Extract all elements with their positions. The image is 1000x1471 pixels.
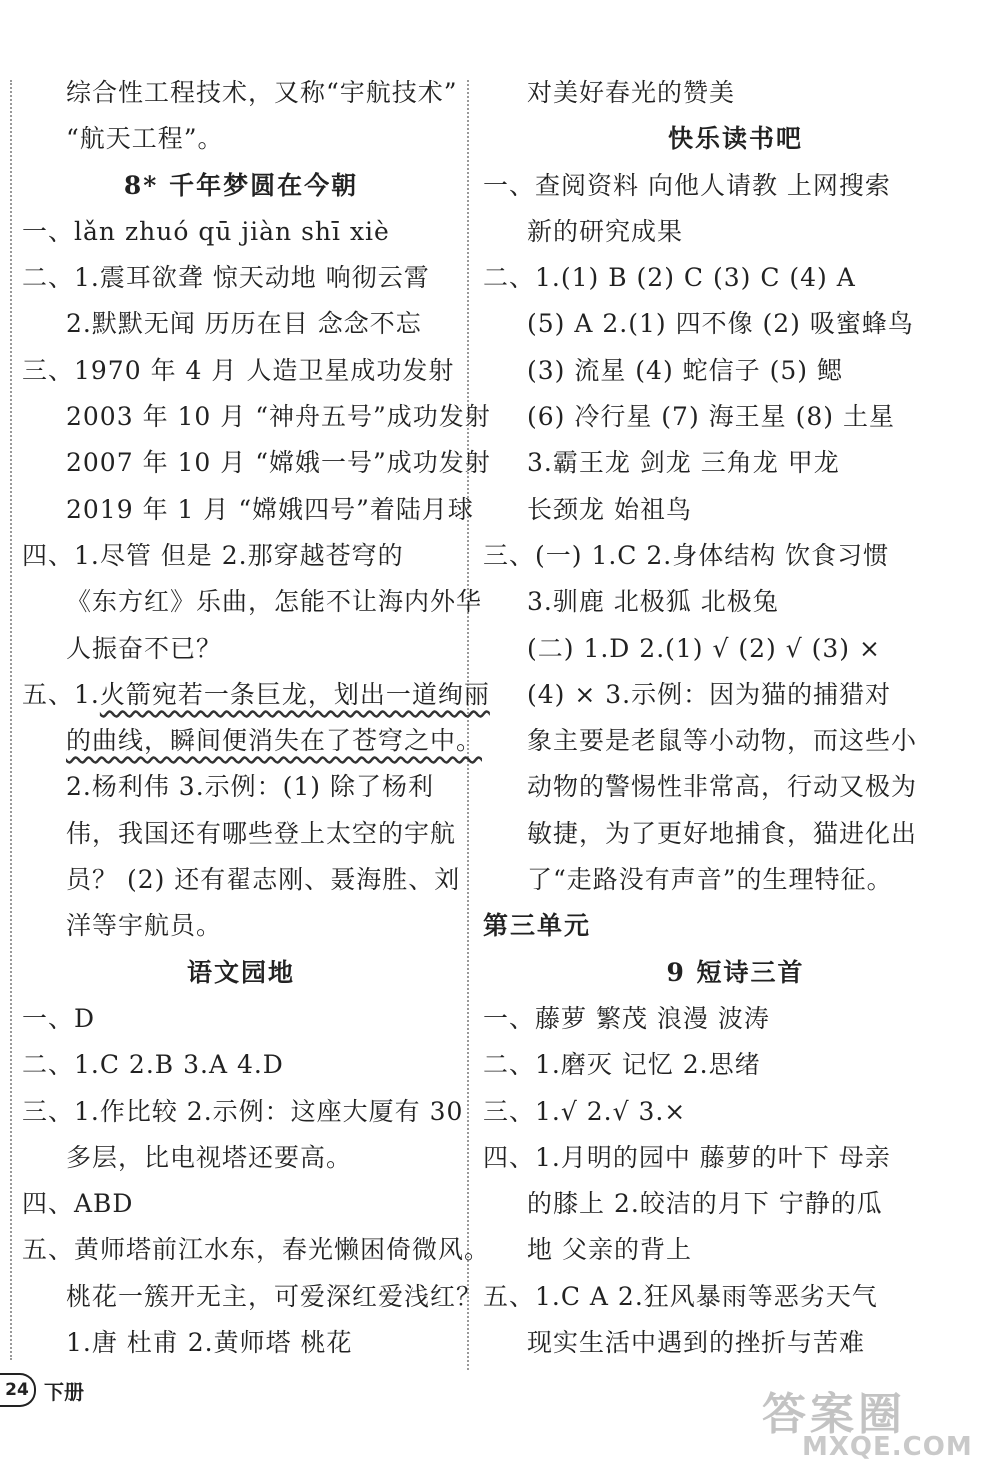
answer-line: 二、1.磨灭 记忆 2.思绪 — [483, 1050, 761, 1080]
answer-line: 伟，我国还有哪些登上太空的宇航 — [66, 818, 457, 848]
answer-line: 《东方红》乐曲，怎能不让海内外华 — [66, 587, 483, 617]
answer-line: (6) 冷行星 (7) 海王星 (8) 土星 — [527, 402, 895, 432]
underlined-answer-text: 的曲线，瞬间便消失在了苍穹之中。 — [66, 726, 483, 756]
answer-text: 五、1. — [22, 679, 100, 709]
answer-line: 地 父亲的背上 — [527, 1235, 692, 1265]
answer-line: 2003 年 10 月 “神舟五号”成功发射 — [66, 402, 491, 432]
answer-line: 一、D — [22, 1003, 96, 1033]
right-column — [483, 70, 988, 1366]
answer-line: 五、黄师塔前江水东，春光懒困倚微风。 — [22, 1235, 491, 1265]
answer-line: 新的研究成果 — [527, 216, 684, 246]
section-heading: 语文园地 — [186, 957, 295, 987]
answer-line: 3.霸王龙 剑龙 三角龙 甲龙 — [527, 448, 840, 478]
answer-line: 了“走路没有声音”的生理特征。 — [527, 865, 893, 895]
answer-line: 洋等宇航员。 — [66, 911, 223, 941]
answer-line: 3.驯鹿 北极狐 北极兔 — [527, 587, 779, 617]
answer-line: 三、1970 年 4 月 人造卫星成功发射 — [22, 355, 455, 385]
answer-line: 三、1.√ 2.√ 3.× — [483, 1096, 687, 1126]
answer-line: 桃花一簇开无主，可爱深红爱浅红？ — [66, 1281, 483, 1311]
answer-line: 员？ (2) 还有翟志刚、聂海胜、刘 — [66, 865, 461, 895]
answer-line: 多层，比电视塔还要高。 — [66, 1142, 353, 1172]
answer-line: 五、1.C A 2.狂风暴雨等恶劣天气 — [483, 1281, 878, 1311]
answer-line: 人振奋不已？ — [66, 633, 223, 663]
answer-line: 2007 年 10 月 “嫦娥一号”成功发射 — [66, 448, 491, 478]
answer-line: (4) × 3.示例：因为猫的捕猎对 — [527, 679, 892, 709]
answer-line: 四、1.尽管 但是 2.那穿越苍穹的 — [22, 540, 404, 570]
section-heading: 9 短诗三首 — [666, 957, 805, 987]
answer-line: 敏捷，为了更好地捕食，猫进化出 — [527, 818, 918, 848]
answer-line: 三、1.作比较 2.示例：这座大厦有 30 — [22, 1096, 464, 1126]
answer-line — [22, 672, 490, 718]
answer-line: 二、1.(1) B (2) C (3) C (4) A — [483, 263, 856, 293]
section-heading: 快乐读书吧 — [667, 124, 803, 154]
answer-line: 综合性工程技术，又称“宇航技术” — [66, 78, 458, 107]
underlined-answer-text: 火箭宛若一条巨龙，划出一道绚丽 — [99, 679, 490, 709]
answer-line: 对美好春光的赞美 — [527, 78, 736, 107]
answer-line: 一、查阅资料 向他人请教 上网搜索 — [483, 170, 891, 200]
answer-line: 一、lǎn zhuó qū jiàn shī xiè — [22, 216, 390, 246]
page-number: 24 — [0, 1373, 36, 1407]
left-margin-divider — [10, 80, 12, 1360]
answer-line: 2019 年 1 月 “嫦娥四号”着陆月球 — [66, 494, 474, 524]
answer-line: 2.默默无闻 历历在目 念念不忘 — [66, 309, 422, 339]
left-column — [22, 70, 491, 1366]
answer-line: 四、ABD — [22, 1189, 134, 1219]
section-heading: 8* 千年梦圆在今朝 — [123, 170, 359, 200]
answer-line: 四、1.月明的园中 藤萝的叶下 母亲 — [483, 1142, 891, 1172]
answer-line: (二) 1.D 2.(1) √ (2) √ (3) × — [527, 633, 881, 663]
answer-line — [22, 718, 483, 764]
page-footer — [0, 1372, 84, 1408]
answer-line: 一、藤萝 繁茂 浪漫 波涛 — [483, 1003, 770, 1033]
answer-line: 二、1.C 2.B 3.A 4.D — [22, 1050, 284, 1080]
watermark-main-text: 答案圈 — [762, 1389, 906, 1440]
volume-label: 下册 — [44, 1379, 84, 1404]
answer-line: “航天工程”。 — [66, 124, 224, 154]
answer-line: 现实生活中遇到的挫折与苦难 — [527, 1328, 866, 1358]
watermark-logo — [762, 1378, 992, 1468]
answer-line: 二、1.震耳欲聋 惊天动地 响彻云霄 — [22, 263, 430, 293]
answer-line: 的膝上 2.皎洁的月下 宁静的瓜 — [527, 1189, 883, 1219]
answer-line: 动物的警惕性非常高，行动又极为 — [527, 772, 918, 802]
answer-line: (3) 流星 (4) 蛇信子 (5) 鳃 — [527, 355, 843, 385]
answer-line: 长颈龙 始祖鸟 — [527, 494, 692, 524]
answer-line: (5) A 2.(1) 四不像 (2) 吸蜜蜂鸟 — [527, 309, 914, 339]
answer-line: 2.杨利伟 3.示例：(1) 除了杨利 — [66, 772, 435, 802]
answer-line: 象主要是老鼠等小动物，而这些小 — [527, 726, 918, 756]
answer-line: 1.唐 杜甫 2.黄师塔 桃花 — [66, 1328, 353, 1358]
unit-heading: 第三单元 — [483, 911, 592, 941]
watermark-url: MXQE.COM — [802, 1432, 973, 1462]
answer-line: 三、(一) 1.C 2.身体结构 饮食习惯 — [483, 540, 890, 570]
